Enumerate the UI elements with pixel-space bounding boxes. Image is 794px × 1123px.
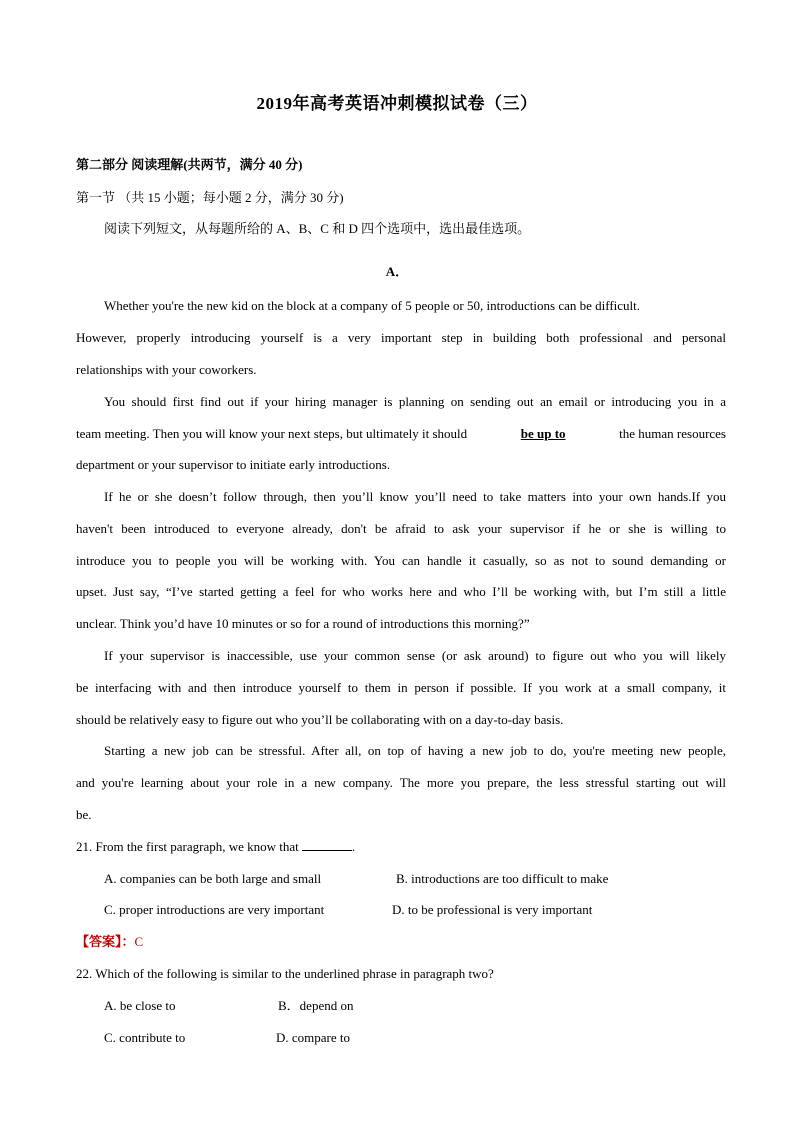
- question-21-stem: [76, 837, 726, 857]
- option-d: D. compare to: [276, 1030, 351, 1045]
- passage-line: However, properly introducing yourself is a very important step in building both professional and personal: [76, 330, 726, 345]
- exam-title: 2019年高考英语冲刺模拟试卷（三）: [256, 94, 538, 113]
- underlined-phrase: be up to: [520, 426, 566, 441]
- passage-line: be.: [76, 807, 92, 822]
- passage-line: Starting a new job can be stressful. After all, on top of having a new job to do, you're meeting new people,: [104, 743, 726, 758]
- instruction-text: 阅读下列短文，从每题所给的 A、B、C 和 D 四个选项中，选出最佳选项。: [104, 221, 531, 236]
- passage-line: unclear. Think you’d have 10 minutes or so for a round of introductions this morning?”: [76, 616, 530, 631]
- passage-line: haven't been introduced to everyone already, don't be afraid to ask your supervisor if he or she is willing to: [76, 521, 726, 536]
- part-heading: 第二部分 阅读理解(共两节，满分 40 分): [76, 157, 303, 172]
- option-a: A. companies can be both large and small: [104, 871, 322, 886]
- option-c: C. proper introductions are very important: [104, 902, 325, 917]
- option-d: D. to be professional is very important: [392, 902, 593, 917]
- passage-line: If your supervisor is inaccessible, use your common sense (or ask around) to figure out who you will likely: [104, 648, 726, 663]
- passage-text: the human resources: [619, 426, 726, 441]
- passage-line: relationships with your coworkers.: [76, 362, 257, 377]
- answer-label: 【答案】：: [76, 934, 135, 949]
- question-22-stem: 22. Which of the following is similar to the underlined phrase in paragraph two?: [76, 966, 494, 981]
- passage-line-with-underline: [76, 424, 726, 444]
- question-text: 21. From the first paragraph, we know that: [76, 839, 299, 854]
- subsection-heading: 第一节 （共 15 小题；每小题 2 分，满分 30 分): [76, 190, 344, 205]
- passage-line: If he or she doesn’t follow through, then you’ll know you’ll need to take matters into your own hands.If you: [104, 489, 726, 504]
- passage-label: A．: [385, 264, 409, 279]
- option-a: A. be close to: [104, 998, 176, 1013]
- passage-line: introduce you to people you will be working with. You can handle it casually, so as not to sound demanding or: [76, 553, 726, 568]
- option-b: B. introductions are too difficult to make: [396, 871, 609, 886]
- passage-line: Whether you're the new kid on the block at a company of 5 people or 50, introductions can be difficult.: [104, 298, 641, 313]
- option-b: B．depend on: [278, 998, 354, 1013]
- passage-text: team meeting. Then you will know your next steps, but ultimately it should: [76, 426, 468, 441]
- question-stem-end: .: [352, 839, 356, 854]
- passage-line: be interfacing with and then introduce yourself to them in person if possible. If you work at a small company, it: [76, 680, 726, 695]
- answer-line: [76, 932, 143, 952]
- passage-line: should be relatively easy to figure out who you’ll be collaborating with on a day-to-day basis.: [76, 712, 564, 727]
- option-c: C. contribute to: [104, 1030, 186, 1045]
- passage-line: upset. Just say, “I’ve started getting a feel for who works here and who I’ll be working with, but I’m still a little: [76, 584, 726, 599]
- passage-line: and you're learning about your role in a new company. The more you prepare, the less stressful starting out will: [76, 775, 726, 790]
- passage-line: You should first find out if your hiring manager is planning on sending out an email or introducing you in a: [104, 394, 726, 409]
- answer-blank: [302, 837, 352, 851]
- passage-line: department or your supervisor to initiate early introductions.: [76, 457, 391, 472]
- answer-value: C: [134, 934, 144, 949]
